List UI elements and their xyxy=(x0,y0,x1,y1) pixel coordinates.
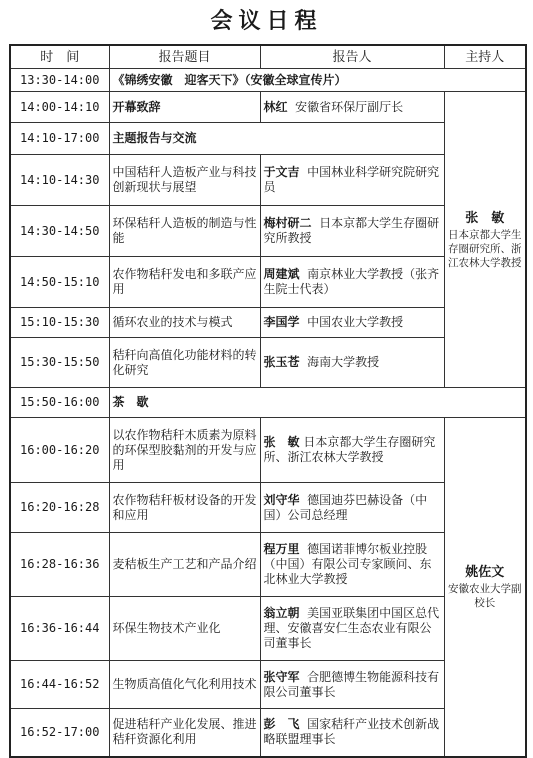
row-speaker xyxy=(260,92,444,123)
speaker-affiliation: 德国迪芬巴赫设备（中国）公司总经理 xyxy=(263,492,428,522)
speaker-affiliation: 安徽省环保厅副厅长 xyxy=(295,99,404,114)
speaker-name: 张守军 xyxy=(263,669,300,684)
row-time: 16:44-16:52 xyxy=(10,661,109,709)
speaker-affiliation: 南京林业大学教授（张齐生院士代表） xyxy=(263,267,440,296)
speaker-affiliation: 中国林业科学研究院研究员 xyxy=(263,165,440,194)
speaker-name: 程万里 xyxy=(263,542,300,556)
row-speaker xyxy=(260,206,444,257)
host-name: 姚佐文 xyxy=(465,564,505,580)
host-cell-2 xyxy=(444,418,526,757)
row-speaker xyxy=(260,308,444,338)
header-host: 主持人 xyxy=(444,45,526,69)
row-topic: 促进秸秆产业化发展、推进秸秆资源化利用 xyxy=(109,709,260,757)
host-name: 张 敏 xyxy=(465,210,505,226)
header-topic: 报告题目 xyxy=(109,45,260,69)
row-topic: 环保生物技术产业化 xyxy=(109,597,260,661)
host-cell-1 xyxy=(444,92,526,388)
speaker-affiliation: 德国诺菲博尔板业控股（中国）有限公司专家顾问、东北林业大学教授 xyxy=(263,542,432,586)
speaker-name: 林红 xyxy=(263,99,288,114)
host-affiliation: 安徽农业大学副校长 xyxy=(448,582,522,609)
row-time: 15:30-15:50 xyxy=(10,338,109,388)
speaker-name: 梅村研二 xyxy=(263,216,312,230)
row-span-title: 主题报告与交流 xyxy=(109,123,444,155)
row-topic: 农作物秸秆板材设备的开发和应用 xyxy=(109,483,260,533)
row-speaker xyxy=(260,418,444,483)
table-row xyxy=(10,388,526,418)
row-time: 16:52-17:00 xyxy=(10,709,109,757)
schedule-table xyxy=(9,44,527,758)
page-title: 会议日程 xyxy=(210,8,323,34)
speaker-affiliation: 日本京都大学生存圈研究所教授 xyxy=(263,216,440,245)
speaker-affiliation: 国家秸秆产业技术创新战略联盟理事长 xyxy=(263,717,440,747)
row-time: 15:10-15:30 xyxy=(10,308,109,338)
row-time: 16:00-16:20 xyxy=(10,418,109,483)
row-time: 14:00-14:10 xyxy=(10,92,109,123)
speaker-name: 张玉苍 xyxy=(263,355,300,369)
row-time: 13:30-14:00 xyxy=(10,69,109,92)
speaker-name: 翁立朝 xyxy=(263,606,300,620)
row-speaker xyxy=(260,155,444,206)
row-topic: 开幕致辞 xyxy=(109,92,260,123)
row-time: 14:30-14:50 xyxy=(10,206,109,257)
row-speaker xyxy=(260,338,444,388)
table-row xyxy=(10,418,526,483)
table-header-row xyxy=(10,45,526,69)
row-speaker xyxy=(260,661,444,709)
row-time: 16:20-16:28 xyxy=(10,483,109,533)
speaker-name: 周建斌 xyxy=(263,267,300,281)
speaker-affiliation: 海南大学教授 xyxy=(307,355,380,369)
speaker-affiliation: 中国农业大学教授 xyxy=(307,315,404,329)
header-speaker: 报告人 xyxy=(260,45,444,69)
row-time: 15:50-16:00 xyxy=(10,388,109,418)
speaker-name: 李国学 xyxy=(263,315,300,329)
row-topic: 以农作物秸秆木质素为原料的环保型胶黏剂的开发与应用 xyxy=(109,418,260,483)
row-speaker xyxy=(260,533,444,597)
row-time: 14:10-17:00 xyxy=(10,123,109,155)
row-time: 16:28-16:36 xyxy=(10,533,109,597)
row-time: 16:36-16:44 xyxy=(10,597,109,661)
row-span-title: 《锦绣安徽 迎客天下》（安徽全球宣传片） xyxy=(109,69,526,92)
row-topic: 生物质高值化气化利用技术 xyxy=(109,661,260,709)
row-speaker xyxy=(260,483,444,533)
row-time: 14:10-14:30 xyxy=(10,155,109,206)
speaker-affiliation: 合肥德博生物能源科技有限公司董事长 xyxy=(263,669,440,699)
table-row xyxy=(10,92,526,123)
row-topic: 农作物秸秆发电和多联产应用 xyxy=(109,257,260,308)
row-topic: 秸秆向高值化功能材料的转化研究 xyxy=(109,338,260,388)
speaker-name: 彭 飞 xyxy=(263,717,300,732)
speaker-name: 刘守华 xyxy=(263,492,300,507)
header-time: 时 间 xyxy=(10,45,109,69)
speaker-affiliation: 美国亚联集团中国区总代理、安徽喜安仁生态农业有限公司董事长 xyxy=(263,606,440,650)
row-speaker xyxy=(260,709,444,757)
table-row xyxy=(10,69,526,92)
speaker-affiliation: 日本京都大学生存圈研究所、浙江农林大学教授 xyxy=(263,435,436,464)
host-affiliation: 日本京都大学生存圈研究所、浙江农林大学教授 xyxy=(448,228,522,269)
row-speaker xyxy=(260,257,444,308)
speaker-name: 于文吉 xyxy=(263,165,300,179)
row-topic: 麦秸板生产工艺和产品介绍 xyxy=(109,533,260,597)
row-span-title: 茶 歇 xyxy=(109,388,526,418)
row-topic: 中国秸秆人造板产业与科技创新现状与展望 xyxy=(109,155,260,206)
row-topic: 环保秸秆人造板的制造与性能 xyxy=(109,206,260,257)
row-topic: 循环农业的技术与模式 xyxy=(109,308,260,338)
speaker-name: 张 敏 xyxy=(263,435,300,449)
row-time: 14:50-15:10 xyxy=(10,257,109,308)
row-speaker xyxy=(260,597,444,661)
